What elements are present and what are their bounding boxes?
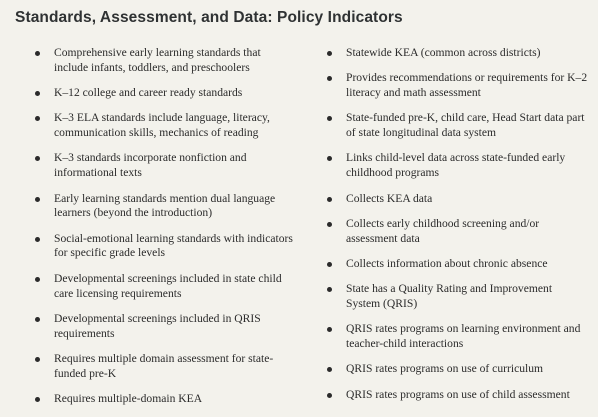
list-item	[327, 151, 589, 181]
bullet-icon	[327, 393, 332, 398]
bullet-icon	[327, 116, 332, 121]
list-item-text: K–12 college and career ready standards	[54, 86, 243, 100]
bullet-icon	[35, 91, 40, 96]
bullet-icon	[327, 156, 332, 161]
list-item	[327, 282, 589, 312]
list-item-text: Collects early childhood screening and/or assessment data	[346, 216, 540, 245]
list-item	[35, 192, 293, 222]
bullet-icon	[327, 287, 332, 292]
list-item	[35, 86, 293, 101]
list-item	[35, 111, 293, 141]
list-item	[35, 272, 293, 302]
list-item-text: QRIS rates programs on use of child assessment	[346, 387, 570, 401]
bullet-icon	[35, 197, 40, 202]
bullet-icon	[35, 397, 40, 402]
list-item	[327, 111, 589, 141]
list-item-text: Collects information about chronic absence	[346, 256, 548, 270]
list-item-text: Social-emotional learning standards with indicators for specific grade levels	[54, 231, 293, 260]
bullet-icon	[327, 51, 332, 56]
bullet-icon	[35, 156, 40, 161]
list-item-text: QRIS rates programs on use of curriculum	[346, 362, 544, 376]
list-item	[327, 217, 589, 247]
page-title: Standards, Assessment, and Data: Policy Indicators	[15, 9, 403, 26]
list-item-text: Comprehensive early learning standards that include infants, toddlers, and preschoolers	[54, 46, 261, 74]
list-item-text: Statewide KEA (common across districts)	[346, 46, 541, 59]
bullet-icon	[35, 357, 40, 362]
bullet-icon	[327, 222, 332, 227]
list-item-text: Links child-level data across state-funded early childhood programs	[346, 151, 566, 180]
list-item-text: State has a Quality Rating and Improvement System (QRIS)	[346, 282, 553, 311]
bullet-icon	[35, 51, 40, 56]
list-item	[327, 362, 589, 377]
list-item-text: Provides recommendations or requirements for K–2 literacy and math assessment	[346, 71, 588, 100]
list-item-text: Developmental screenings included in state child care licensing requirements	[54, 271, 282, 300]
bullet-icon	[327, 197, 332, 202]
list-item	[327, 71, 589, 101]
left-indicator-list	[35, 46, 293, 417]
list-item	[35, 392, 293, 407]
list-item	[327, 322, 589, 352]
list-item	[35, 151, 293, 181]
list-item-text: Requires multiple domain assessment for state-funded pre-K	[54, 351, 274, 380]
bullet-icon	[35, 317, 40, 322]
list-item-text: Developmental screenings included in QRIS requirements	[54, 311, 261, 340]
list-item	[35, 46, 293, 76]
bullet-icon	[327, 367, 332, 372]
right-indicator-list	[327, 46, 589, 413]
list-item	[327, 46, 589, 61]
list-item-text: QRIS rates programs on learning environment and teacher-child interactions	[346, 322, 581, 351]
list-item-text: Requires multiple-domain KEA	[54, 392, 203, 406]
list-item	[327, 192, 589, 207]
list-item	[35, 352, 293, 382]
list-item	[35, 232, 293, 262]
list-item-text: Early learning standards mention dual language learners (beyond the introduction)	[54, 191, 276, 220]
bullet-icon	[327, 327, 332, 332]
list-item	[327, 257, 589, 272]
list-item-text: K–3 standards incorporate nonfiction and informational texts	[54, 151, 247, 180]
bullet-icon	[327, 262, 332, 267]
bullet-icon	[327, 76, 332, 81]
list-item-text: K–3 ELA standards include language, literacy, communication skills, mechanics of reading	[54, 111, 270, 140]
bullet-icon	[35, 277, 40, 282]
list-item-text: Collects KEA data	[346, 191, 433, 205]
bullet-icon	[35, 237, 40, 242]
list-item-text: State-funded pre-K, child care, Head Start data part of state longitudinal data system	[346, 111, 585, 140]
list-item	[327, 388, 589, 403]
list-item	[35, 312, 293, 342]
bullet-icon	[35, 116, 40, 121]
